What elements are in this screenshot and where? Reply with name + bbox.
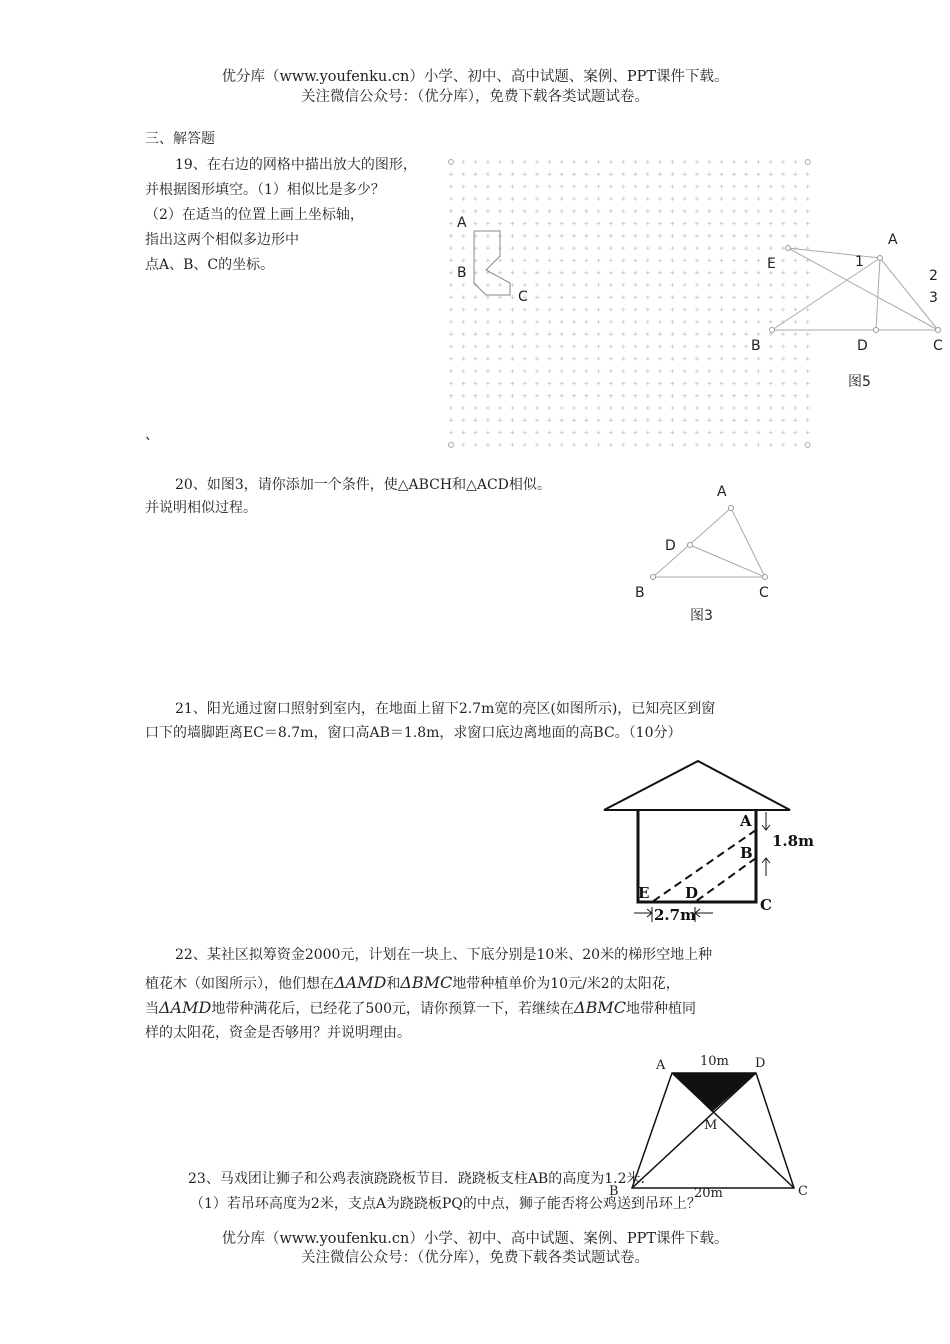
grid-label-c: C xyxy=(518,289,528,305)
q21-line-2: 口下的墙脚距离EC＝8.7m，窗口高AB＝1.8m，求窗口底边离地面的高BC。（10分） xyxy=(145,725,682,741)
q22-line-2-a: 植花木（如图所示），他们想在 xyxy=(145,976,334,992)
triangle-bmc-label: ΔBMC xyxy=(400,973,453,992)
trap-top-length: 10m xyxy=(700,1054,729,1069)
q22-line-2-b: 地带种植单价为10元/米2的太阳花， xyxy=(452,976,680,992)
fig5-angle-3: 3 xyxy=(929,290,938,306)
q22-line-3 xyxy=(145,999,696,1018)
house-label-b: B xyxy=(740,844,753,862)
q22-line-1: 22、某社区拟筹资金2000元，计划在一块上、下底分别是10米、20米的梯形空地上种 xyxy=(175,947,713,963)
q19-stray-mark: 、 xyxy=(145,427,159,443)
q21-line-1: 21、阳光通过窗口照射到室内，在地面上留下2.7m宽的亮区(如图所示)，已知亮区到窗 xyxy=(175,701,716,717)
q23-line-2: （1）若吊环高度为2米，支点A为跷跷板PQ的中点，狮子能否将公鸡送到吊环上？ xyxy=(190,1196,701,1212)
triangle-bmc-label-2: ΔBMC xyxy=(574,998,626,1017)
house-label-c: C xyxy=(760,896,772,914)
fig5-label-d: D xyxy=(857,338,868,354)
triangle-amd-label-2: ΔAMD xyxy=(159,998,212,1017)
q19-line-2: 并根据图形填空。（1）相似比是多少？ xyxy=(145,182,385,198)
house-label-d: D xyxy=(685,884,699,902)
header-line-1: 优分库（www.youfenku.cn）小学、初中、高中试题、案例、PPT课件下载。 xyxy=(221,69,729,85)
house-label-e: E xyxy=(638,884,650,902)
q22-line-3-b: 地带种满花后，已经花了500元，请你预算一下，若继续在 xyxy=(211,1001,575,1017)
fig3-label-a: A xyxy=(717,484,727,500)
fig3-label-d: D xyxy=(665,538,676,554)
footer-line-1: 优分库（www.youfenku.cn）小学、初中、高中试题、案例、PPT课件下载。 xyxy=(221,1231,729,1247)
trap-bottom-length: 20m xyxy=(694,1186,723,1201)
triangle-amd-shaded xyxy=(672,1073,756,1112)
section-title: 三、解答题 xyxy=(145,131,215,147)
fig3-label-c: C xyxy=(759,585,769,601)
q22-line-3-c: 地带种植同 xyxy=(626,1001,696,1017)
fig3-label-b: B xyxy=(635,585,645,601)
q19-line-5: 点A、B、C的坐标。 xyxy=(145,257,275,273)
trap-label-a: A xyxy=(656,1058,666,1073)
house-height-label: 1.8m xyxy=(772,832,814,850)
q19-line-4: 指出这两个相似多边形中 xyxy=(145,232,299,248)
footer-line-2: 关注微信公众号：（优分库），免费下载各类试题试卷。 xyxy=(301,1250,649,1266)
q22-line-2 xyxy=(145,974,680,993)
q19-line-1: 19、在右边的网格中描出放大的图形， xyxy=(175,157,417,173)
q20-line-2: 并说明相似过程。 xyxy=(145,500,257,516)
q23-line-1: 23、马戏团让狮子和公鸡表演跷跷板节目．跷跷板支柱AB的高度为1.2米． xyxy=(188,1171,655,1187)
fig5-angle-1: 1 xyxy=(855,254,864,270)
q20-line-1: 20、如图3，请你添加一个条件，使△ABCH和△ACD相似。 xyxy=(175,477,551,493)
dot-grid xyxy=(449,160,811,448)
trap-label-c: C xyxy=(798,1184,808,1199)
q22-line-4: 样的太阳花，资金是否够用？并说明理由。 xyxy=(145,1025,411,1041)
house-label-a: A xyxy=(740,812,752,830)
header-line-2: 关注微信公众号：（优分库），免费下载各类试题试卷。 xyxy=(301,89,649,105)
fig5-label-e: E xyxy=(767,256,776,272)
fig5-caption: 图5 xyxy=(848,374,871,390)
trap-label-m: M xyxy=(704,1118,718,1133)
fig5-label-c: C xyxy=(933,338,943,354)
trap-label-d: D xyxy=(755,1056,766,1071)
fig5-label-a: A xyxy=(888,232,898,248)
trap-label-b: B xyxy=(609,1184,619,1199)
fig3-caption: 图3 xyxy=(690,608,713,624)
q22-line-3-a: 当 xyxy=(145,1001,159,1017)
small-polygon xyxy=(474,231,510,295)
q19-line-3: （2）在适当的位置上画上坐标轴， xyxy=(145,207,364,223)
triangle-amd-label: ΔAMD xyxy=(334,973,387,992)
fig5-angle-2: 2 xyxy=(929,268,938,284)
grid-label-b: B xyxy=(457,265,467,281)
grid-label-a: A xyxy=(457,215,467,231)
house-width-label: 2.7m xyxy=(654,906,696,924)
q22-and: 和 xyxy=(386,976,401,992)
fig5-label-b: B xyxy=(751,338,761,354)
